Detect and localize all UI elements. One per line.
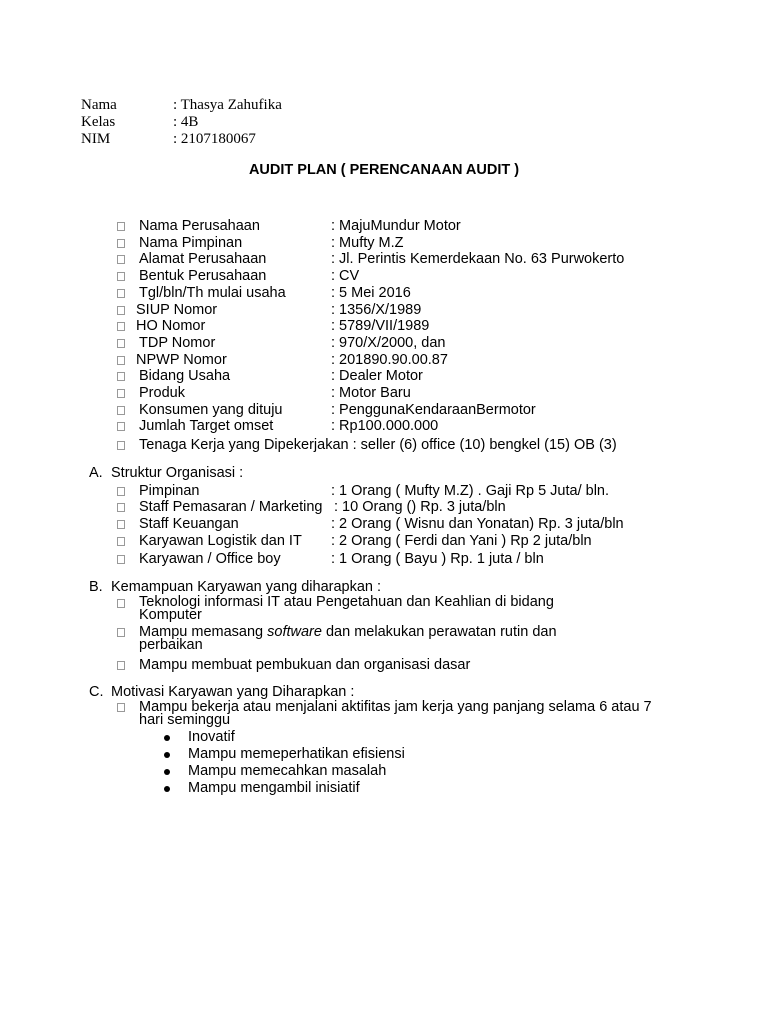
company-field-value: : Dealer Motor [331, 368, 423, 385]
checkbox-icon [117, 389, 125, 398]
checkbox-icon [117, 372, 125, 381]
section-a-marker: A. [89, 465, 103, 481]
checkbox-icon [117, 661, 125, 670]
company-field-label: Jumlah Target omset [139, 418, 274, 435]
section-b-title: Kemampuan Karyawan yang diharapkan : [111, 579, 382, 595]
company-field-value: : 5789/VII/1989 [331, 318, 430, 335]
company-field-value: : Mufty M.Z [331, 234, 404, 251]
company-field-value: : MajuMundur Motor [331, 218, 461, 234]
checkbox-icon [117, 520, 125, 529]
bullet-icon [164, 786, 170, 792]
company-field-label: Nama Perusahaan [139, 218, 260, 234]
company-field-label: TDP Nomor [139, 334, 216, 351]
structure-item-label: Staff Keuangan [139, 516, 239, 532]
structure-item-value: : 1 Orang ( Bayu ) Rp. 1 juta / bln [331, 551, 544, 567]
structure-item-label: Pimpinan [139, 483, 200, 499]
nama-value: : Thasya Zahufika [173, 97, 282, 113]
checkbox-icon [117, 356, 125, 365]
section-a-title: Struktur Organisasi : [111, 465, 244, 481]
company-field-label: HO Nomor [136, 318, 206, 335]
structure-item-label: Karyawan / Office boy [139, 551, 281, 567]
structure-item-label: Karyawan Logistik dan IT [139, 533, 302, 549]
company-field-value: : CV [331, 268, 360, 285]
bullet-icon [164, 735, 170, 741]
nim-value: : 2107180067 [173, 131, 256, 147]
motivation-bullet-item: Inovatif [188, 729, 235, 745]
motivation-bullet-item: Mampu mengambil inisiatif [188, 780, 360, 796]
section-c-item1-line1: Mampu bekerja atau menjalani aktifitas jam kerja yang panjang selama 6 atau 7 [139, 699, 652, 715]
company-field-label: Alamat Perusahaan [139, 251, 267, 268]
company-field-value: : Jl. Perintis Kemerdekaan No. 63 Purwokerto [331, 251, 625, 268]
structure-item-value: : 2 Orang ( Wisnu dan Yonatan) Rp. 3 juta/bln [331, 516, 624, 532]
bullet-icon [164, 769, 170, 775]
section-c-title: Motivasi Karyawan yang Diharapkan : [111, 684, 355, 700]
company-field-value: : 5 Mei 2016 [331, 284, 411, 301]
company-field-label: Produk [139, 385, 185, 401]
checkbox-icon [117, 306, 125, 315]
checkbox-icon [117, 537, 125, 546]
checkbox-icon [117, 441, 125, 450]
motivation-bullet-item: Mampu memecahkan masalah [188, 763, 387, 779]
kelas-label: Kelas [81, 114, 116, 130]
checkbox-icon [117, 599, 125, 608]
checkbox-icon [117, 339, 125, 348]
company-field-value: : 970/X/2000, dan [331, 334, 446, 351]
company-field-label: Nama Pimpinan [139, 234, 243, 251]
company-field-label: Bentuk Perusahaan [139, 268, 267, 285]
company-field-value: : Motor Baru [331, 385, 411, 401]
section-b-item2-line1: Mampu memasang software dan melakukan perawatan rutin dan [139, 624, 557, 640]
checkbox-icon [117, 628, 125, 637]
checkbox-icon [117, 406, 125, 415]
company-field-label: Tgl/bln/Th mulai usaha [139, 284, 286, 301]
section-b-item1-line2: Komputer [139, 607, 202, 623]
company-field-value: : PenggunaKendaraanBermotor [331, 401, 536, 418]
company-field-value: : Rp100.000.000 [331, 418, 439, 435]
checkbox-icon [117, 255, 125, 264]
section-b-item1-line1: Teknologi informasi IT atau Pengetahuan dan Keahlian di bidang [139, 594, 554, 610]
kelas-value: : 4B [173, 114, 199, 130]
structure-item-value: : 10 Orang () Rp. 3 juta/bln [334, 499, 506, 515]
checkbox-icon [117, 503, 125, 512]
company-field-label: Konsumen yang dituju [139, 401, 283, 418]
structure-item-value: : 2 Orang ( Ferdi dan Yani ) Rp 2 juta/bln [331, 533, 592, 549]
checkbox-icon [117, 487, 125, 496]
nama-label: Nama [81, 97, 117, 113]
page-title: AUDIT PLAN ( PERENCANAAN AUDIT ) [248, 162, 520, 178]
checkbox-icon [117, 222, 125, 231]
company-field-value: : 201890.90.00.87 [331, 351, 448, 368]
section-c-item1-line2: hari seminggu [139, 712, 231, 728]
checkbox-icon [117, 272, 125, 281]
structure-item-label: Staff Pemasaran / Marketing [139, 499, 323, 515]
tenaga-kerja-text: Tenaga Kerja yang Dipekerjakan : seller (6) office (10) bengkel (15) OB (3) [139, 437, 617, 453]
company-field-label: Bidang Usaha [139, 368, 231, 385]
company-field-label: SIUP Nomor [136, 301, 218, 318]
checkbox-icon [117, 322, 125, 331]
company-field-label: NPWP Nomor [136, 351, 227, 368]
section-b-marker: B. [89, 579, 103, 595]
checkbox-icon [117, 703, 125, 712]
section-c-marker: C. [89, 684, 104, 700]
section-b-item3: Mampu membuat pembukuan dan organisasi dasar [139, 657, 471, 673]
bullet-icon [164, 752, 170, 758]
checkbox-icon [117, 289, 125, 298]
checkbox-icon [117, 239, 125, 248]
checkbox-icon [117, 555, 125, 564]
structure-item-value: : 1 Orang ( Mufty M.Z) . Gaji Rp 5 Juta/ bln. [331, 483, 610, 499]
section-b-item2-line2: perbaikan [139, 637, 203, 653]
motivation-bullet-item: Mampu memeperhatikan efisiensi [188, 746, 405, 762]
nim-label: NIM [81, 131, 111, 147]
company-field-value: : 1356/X/1989 [331, 301, 422, 318]
checkbox-icon [117, 422, 125, 431]
